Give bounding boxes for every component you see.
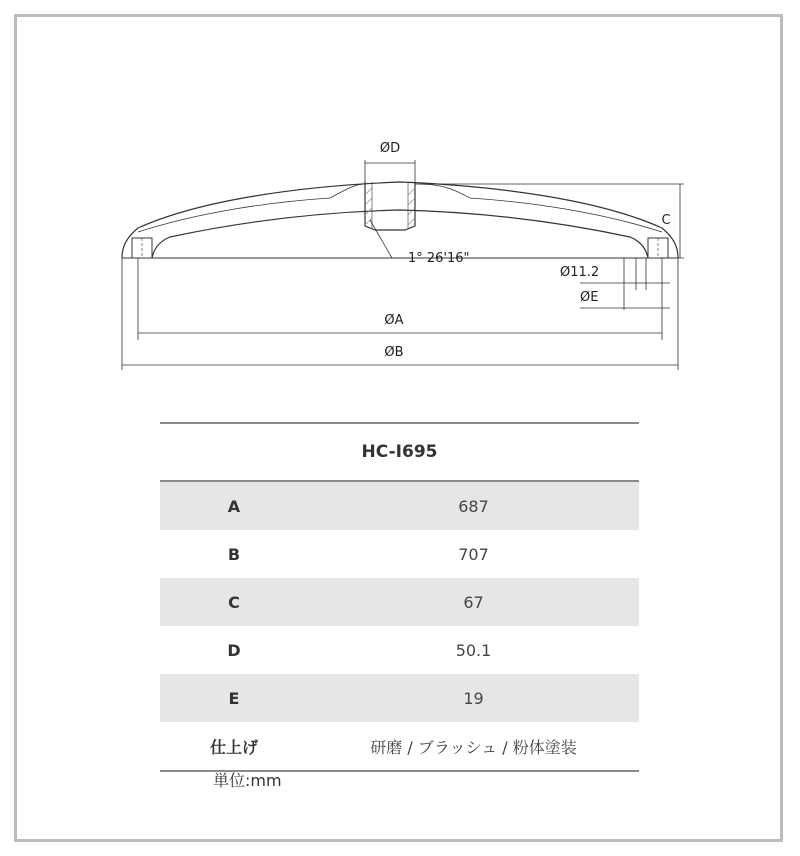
row-value: 50.1 — [455, 640, 492, 660]
table-row — [160, 530, 639, 578]
table-row — [160, 481, 639, 530]
label-d: ØD — [379, 141, 401, 156]
label-angle: 1° 26'16" — [408, 251, 470, 266]
row-value: 研磨 / ブラッシュ / 粉体塗装 — [308, 722, 639, 771]
label-c: C — [661, 213, 671, 228]
row-key: 仕上げ — [160, 722, 308, 771]
hub-hatching — [365, 188, 415, 225]
row-key: A — [160, 481, 308, 530]
angle-leader — [370, 220, 404, 258]
row-key: B — [227, 544, 241, 564]
row-key: E — [160, 674, 308, 722]
row-value: 19 — [308, 674, 639, 722]
spec-title-row — [160, 423, 639, 481]
table-row — [160, 578, 639, 626]
dimension-d — [365, 160, 415, 182]
handle-outer-curve — [122, 182, 678, 258]
handle-inner-curve — [152, 210, 648, 258]
table-row — [160, 674, 639, 722]
label-hole: Ø11.2 — [560, 265, 600, 280]
center-hub — [365, 182, 415, 230]
handle-mid-line-left — [138, 198, 330, 232]
row-value: 707 — [458, 544, 489, 564]
handle-mid-line-right — [470, 198, 662, 232]
table-row — [160, 626, 639, 674]
row-key: D — [227, 640, 241, 660]
model-name: HC-I695 — [160, 423, 639, 481]
label-b: ØB — [384, 345, 404, 360]
row-value: 67 — [308, 578, 639, 626]
table-row — [160, 722, 639, 771]
technical-drawing — [0, 0, 800, 400]
label-a: ØA — [384, 313, 404, 328]
unit-note: 単位:mm — [213, 771, 282, 790]
label-e: ØE — [580, 290, 599, 305]
row-key: C — [160, 578, 308, 626]
spec-table — [160, 422, 639, 772]
handle-profile — [122, 182, 678, 258]
row-value: 687 — [308, 481, 639, 530]
